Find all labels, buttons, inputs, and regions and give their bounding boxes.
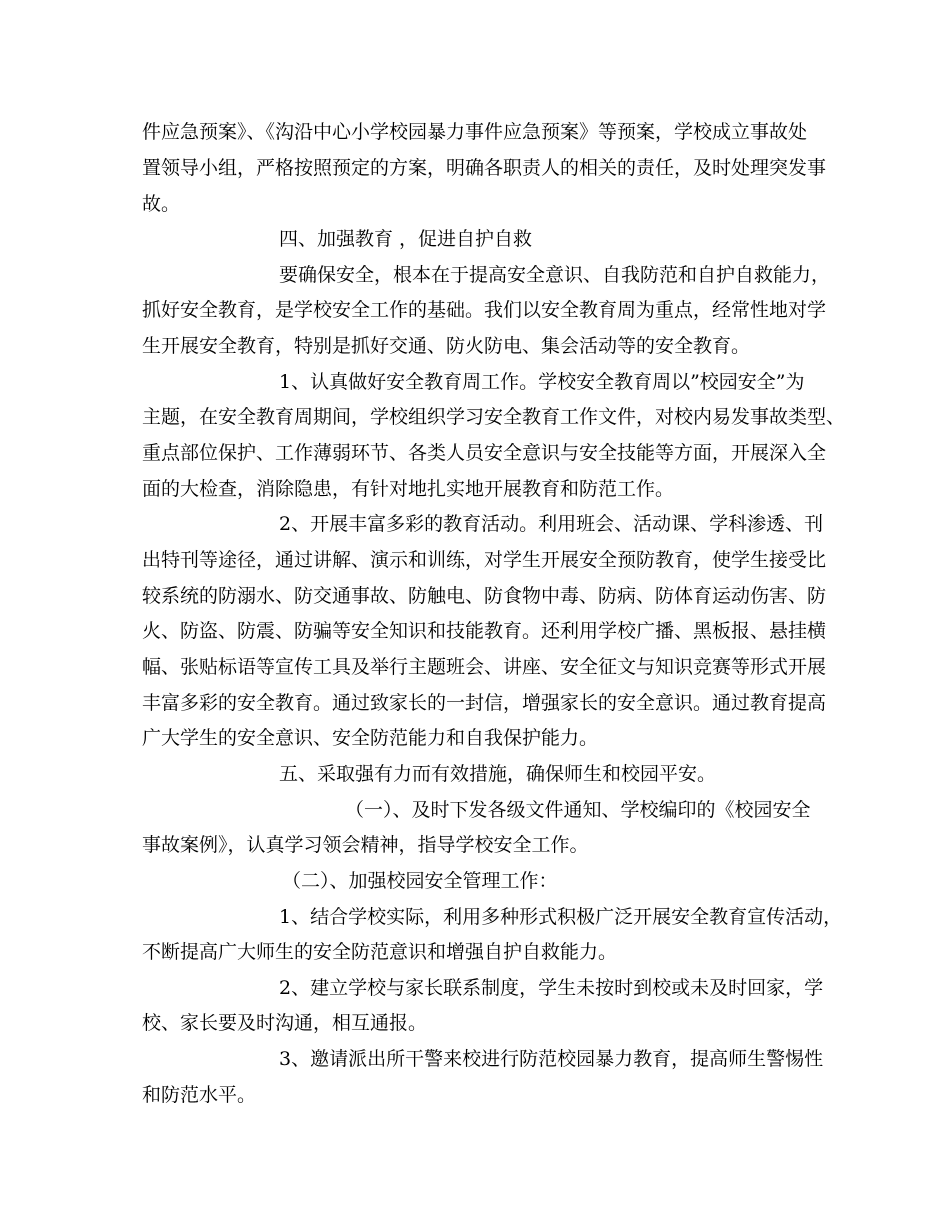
paragraph-line: 面的大检查，消除隐患，有针对地扎实地开展教育和防范工作。 (142, 478, 675, 500)
paragraph-line: 生开展安全教育，特别是抓好交通、防火防电、集会活动等的安全教育。 (142, 335, 751, 357)
paragraph-line: 较系统的防溺水、防交通事故、防触电、防食物中毒、防病、防体育运动伤害、防 (142, 585, 827, 607)
paragraph-line: 丰富多彩的安全教育。通过致家长的一封信，增强家长的安全意识。通过教育提高 (142, 692, 827, 714)
paragraph-line: 故。 (142, 193, 181, 215)
section-heading: 五、采取强有力而有效措施，确保师生和校园平安。 (279, 763, 717, 785)
paragraph-line: （一）、及时下发各级文件通知、学校编印的《校园安全 (345, 799, 811, 821)
paragraph-line: 广大学生的安全意识、安全防范能力和自我保护能力。 (142, 727, 599, 749)
paragraph-line: 事故案例》，认真学习领会精神，指导学校安全工作。 (142, 834, 589, 856)
paragraph-line: 校、家长要及时沟通，相互通报。 (142, 1012, 428, 1034)
paragraph-line: 2、开展丰富多彩的教育活动。利用班会、活动课、学科渗透、刊 (279, 513, 824, 535)
paragraph-line: 件应急预案》、《沟沿中心小学校园暴力事件应急预案》等预案，学校成立事故处 (142, 121, 808, 143)
paragraph-line: 出特刊等途径，通过讲解、演示和训练，对学生开展安全预防教育，使学生接受比 (142, 549, 827, 571)
paragraph-line: 不断提高广大师生的安全防范意识和增强自护自救能力。 (142, 941, 618, 963)
paragraph-line: 抓好安全教育，是学校安全工作的基础。我们以安全教育周为重点，经常性地对学 (142, 299, 827, 321)
paragraph-line: 置领导小组，严格按照预定的方案，明确各职责人的相关的责任，及时处理突发事 (142, 157, 827, 179)
paragraph-line: 1、认真做好安全教育周工作。学校安全教育周以”校园安全”为 (279, 371, 805, 393)
section-heading: 四、加强教育 ，促进自护自救 (279, 228, 533, 250)
paragraph-line: 火、防盗、防震、防骗等安全知识和技能教育。还利用学校广播、黑板报、悬挂横 (142, 620, 827, 642)
paragraph-line: 幅、张贴标语等宣传工具及举行主题班会、讲座、安全征文与知识竞赛等形式开展 (142, 656, 827, 678)
paragraph-line: 重点部位保护、工作薄弱环节、各类人员安全意识与安全技能等方面，开展深入全 (142, 442, 827, 464)
paragraph-line: 1、结合学校实际，利用多种形式积极广泛开展安全教育宣传活动， (279, 906, 843, 928)
paragraph-line: 2、建立学校与家长联系制度，学生未按时到校或未及时回家，学 (279, 977, 824, 999)
paragraph-line: 3、邀请派出所干警来校进行防范校园暴力教育，提高师生警惕性 (279, 1048, 824, 1070)
paragraph-line: 主题，在安全教育周期间，学校组织学习安全教育工作文件，对校内易发事故类型、 (142, 406, 846, 428)
paragraph-line: 和防范水平。 (142, 1084, 257, 1106)
paragraph-line: 要确保安全，根本在于提高安全意识、自我防范和自护自救能力， (279, 264, 831, 286)
subsection-heading: （二）、加强校园安全管理工作： (282, 870, 558, 892)
